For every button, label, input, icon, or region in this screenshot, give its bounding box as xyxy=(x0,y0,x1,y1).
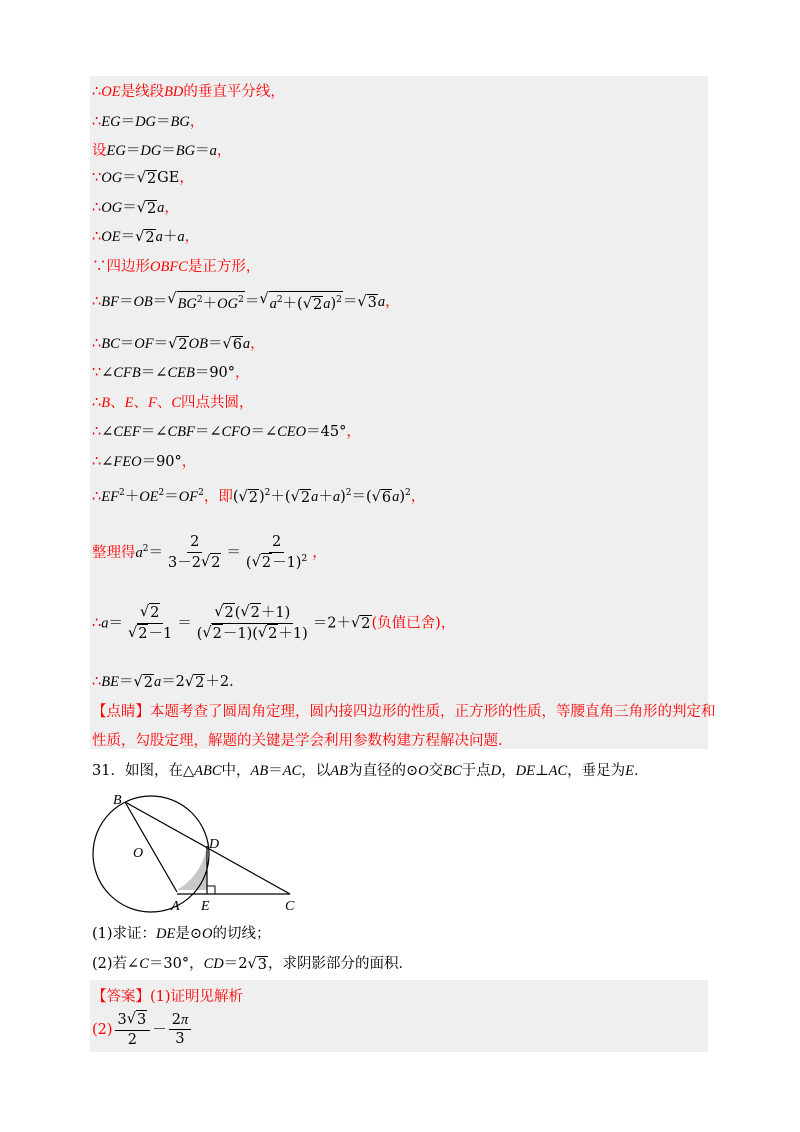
label-o: O xyxy=(133,846,144,861)
comment-text-1: 本题考查了圆周角定理，圆内接四边形的性质，正方形的性质，等腰直角三角形的判定和 xyxy=(150,704,716,720)
solution-line-3: 设EG＝DG＝BG＝a， xyxy=(92,143,232,159)
solution-line-13: ∴∠FEO＝90°， xyxy=(92,454,197,470)
label-e: E xyxy=(201,899,210,914)
solution-line-10: ∵∠CFB＝∠CEB＝90°， xyxy=(92,365,250,381)
solution-line-5: ∴OG＝ √ 2 a， xyxy=(92,199,179,217)
answer-line-1 xyxy=(92,985,243,1006)
label-b: B xyxy=(113,793,122,808)
question-part-1: (1)求证：DE是⊙O的切线； xyxy=(92,926,271,942)
comment-tag: 【点睛】 xyxy=(92,704,150,720)
shaded-region xyxy=(177,844,207,890)
solution-line-16: ∴a＝ √ 2 √ 2 －1 ＝ √ 2 ( √ 2 ＋1) ( √ 2 －1)( √ 2 ＋1) ＝2＋ √ 2 (负值已舍)， xyxy=(92,604,456,642)
geometry-figure xyxy=(85,784,305,914)
solution-line-8: ∴BF＝OB＝ √ $BG^2+OG^2$ ＝ √ $a^2+$( √ 2 a)$^2$ ＝ √ 3 a， xyxy=(92,291,400,313)
question-part-2: (2)若∠C＝30°，CD＝2 √ 3 ，求阴影部分的面积． xyxy=(92,955,413,973)
label-d: D xyxy=(209,837,220,852)
solution-line-14: $\therefore EF^2+OE^2=OF^2$，即( √ 2 )$^2$＋( √ 2 a＋a)$^2$＝( √ 6 a)$^2$， xyxy=(92,488,426,506)
solution-line-7: ∵四边形OBFC是正方形， xyxy=(92,259,261,275)
question-number: 31． xyxy=(92,763,125,779)
answer-part-1: (1)证明见解析 xyxy=(150,989,244,1005)
solution-line-6: ∴OE＝ √ 2 a＋a， xyxy=(92,228,200,246)
solution-line-17: ∴BE＝ √ 2 a＝2 √ 2 ＋2． xyxy=(92,673,244,691)
solution-line-1: ∴OE是线段BD的垂直平分线， xyxy=(92,84,285,100)
comment-line-1 xyxy=(92,700,716,721)
answer-line-2: (2) 3 √ 3 2 － $\frac{2\pi}{3}$ xyxy=(92,1010,193,1050)
comment-text-2: 性质，勾股定理，解题的关键是学会利用参数构建方程解决问题． xyxy=(92,733,513,749)
solution-line-9: ∴BC＝OF＝ √ 2 OB＝ √ 6 a， xyxy=(92,335,265,353)
label-a: A xyxy=(171,899,180,914)
solution-line-11: ∴B、E、F、C四点共圆， xyxy=(92,395,254,411)
comment-line-2 xyxy=(92,729,513,750)
solution-line-2: ∴EG＝DG＝BG， xyxy=(92,114,205,130)
label-c: C xyxy=(285,899,295,914)
solution-line-15: 整理得$a^2=$ 2 3－2 √ 2 ＝ 2 ( √ 2 －1)$^2$ ， xyxy=(92,534,327,571)
solution-line-12: ∴∠CEF＝∠CBF＝∠CFO＝∠CEO＝45°， xyxy=(92,424,361,440)
question-31-stem: 31．如图，在△ABC中，AB＝AC，以AB为直径的⊙O交BC于点D，DE⊥AC，垂足为E． xyxy=(92,763,649,779)
solution-line-4: ∵OG＝ √ 2 GE， xyxy=(92,169,194,187)
right-angle-mark xyxy=(207,886,215,894)
answer-tag: 【答案】 xyxy=(92,989,150,1005)
